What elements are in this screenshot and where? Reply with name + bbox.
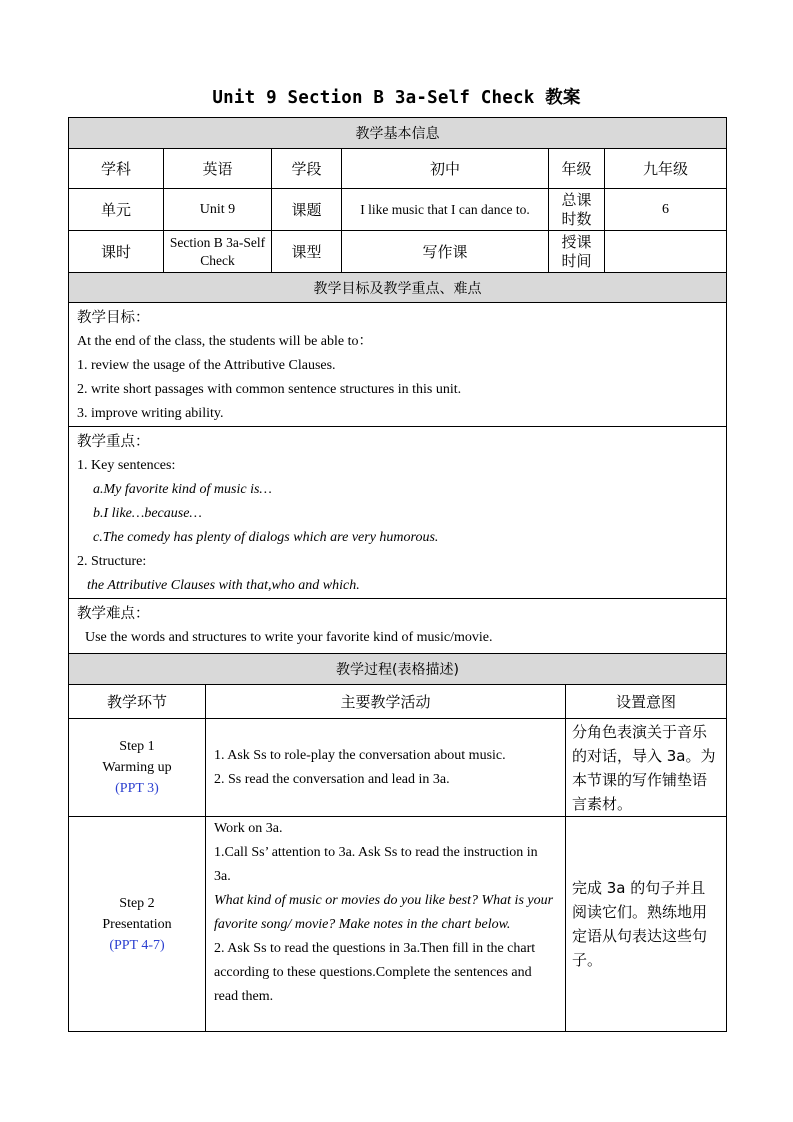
process-header: 教学过程(表格描述) — [69, 654, 727, 685]
step2-line: 1.Call Ss’ attention to 3a. Ask Ss to read the instruction in 3a. — [214, 845, 538, 884]
step1-activities-cell — [206, 719, 566, 817]
goals-title: 教学目标： — [77, 310, 150, 326]
goal-line: 1. review the usage of the Attributive Clauses. — [77, 358, 336, 373]
step2-line: Work on 3a. — [214, 821, 283, 836]
goal-line: At the end of the class, the students will be able to： — [77, 334, 373, 349]
label-topic: 课题 — [272, 189, 342, 231]
objectives-header: 教学目标及教学重点、难点 — [69, 273, 727, 303]
step2-name: Step 2 — [119, 895, 155, 911]
document-title: Unit 9 Section B 3a-Self Check 教案 — [212, 88, 581, 108]
value-period: Section B 3a-Self Check — [164, 231, 272, 273]
step2-intent: 完成 3a 的句子并且阅读它们。熟练地用定语从句表达这些句子。 — [566, 817, 727, 1032]
teaching-goals-cell — [69, 303, 727, 427]
step2-line: 2. Ask Ss to read the questions in 3a.Then fill in the chart according to these questions.Complete the sentences and read them. — [214, 941, 536, 1004]
step2-ppt: (PPT 4-7) — [109, 937, 165, 953]
key-line: 2. Structure: — [77, 554, 147, 569]
step2-phase-cell — [69, 817, 206, 1032]
value-stage: 初中 — [342, 149, 549, 189]
difficult-text: Use the words and structures to write your favorite kind of music/movie. — [85, 630, 493, 645]
key-sentence: b.I like…because… — [93, 506, 202, 521]
col-header-phase: 教学环节 — [69, 685, 206, 719]
difficult-title: 教学难点： — [77, 606, 150, 622]
value-topic: I like music that I can dance to. — [342, 189, 549, 231]
col-header-activities: 主要教学活动 — [206, 685, 566, 719]
label-grade: 年级 — [549, 149, 605, 189]
value-subject: 英语 — [164, 149, 272, 189]
key-title: 教学重点： — [77, 434, 150, 450]
value-lesson-type: 写作课 — [342, 231, 549, 273]
step1-name: Step 1 — [119, 739, 155, 754]
step1-activity: 1. Ask Ss to role-play the conversation about music. — [214, 747, 506, 763]
label-unit: 单元 — [69, 189, 164, 231]
value-grade: 九年级 — [605, 149, 727, 189]
col-header-intent: 设置意图 — [566, 685, 727, 719]
key-sentence: c.The comedy has plenty of dialogs which are very humorous. — [93, 530, 439, 545]
label-lesson-type: 课型 — [272, 231, 342, 273]
value-total-periods: 6 — [605, 189, 727, 231]
key-points-cell — [69, 427, 727, 599]
step1-ppt: (PPT 3) — [115, 781, 159, 796]
key-sentence: a.My favorite kind of music is… — [93, 482, 272, 497]
step2-activities-cell — [206, 817, 566, 1032]
basic-info-table — [68, 117, 727, 666]
goal-line: 3. improve writing ability. — [77, 406, 224, 421]
step1-phase: Warming up — [102, 760, 172, 775]
process-table — [68, 653, 727, 1032]
step2-phase: Presentation — [102, 916, 172, 932]
key-structure: the Attributive Clauses with that,who and which. — [87, 578, 360, 593]
step1-intent: 分角色表演关于音乐的对话，导入 3a。为本节课的写作铺垫语言素材。 — [566, 719, 727, 817]
step1-activity: 2. Ss read the conversation and lead in 3a. — [214, 771, 450, 787]
value-teaching-time — [605, 231, 727, 273]
label-period: 课时 — [69, 231, 164, 273]
label-subject: 学科 — [69, 149, 164, 189]
label-stage: 学段 — [272, 149, 342, 189]
label-teaching-time: 授课时间 — [549, 231, 605, 273]
value-unit: Unit 9 — [164, 189, 272, 231]
step2-instruction: What kind of music or movies do you like best? What is your favorite song/ movie? Make notes in the chart below. — [214, 893, 554, 932]
step1-phase-cell — [69, 719, 206, 817]
key-line: 1. Key sentences: — [77, 458, 176, 473]
label-total-periods: 总课时数 — [549, 189, 605, 231]
basic-info-header: 教学基本信息 — [69, 118, 727, 149]
goal-line: 2. write short passages with common sentence structures in this unit. — [77, 382, 462, 397]
